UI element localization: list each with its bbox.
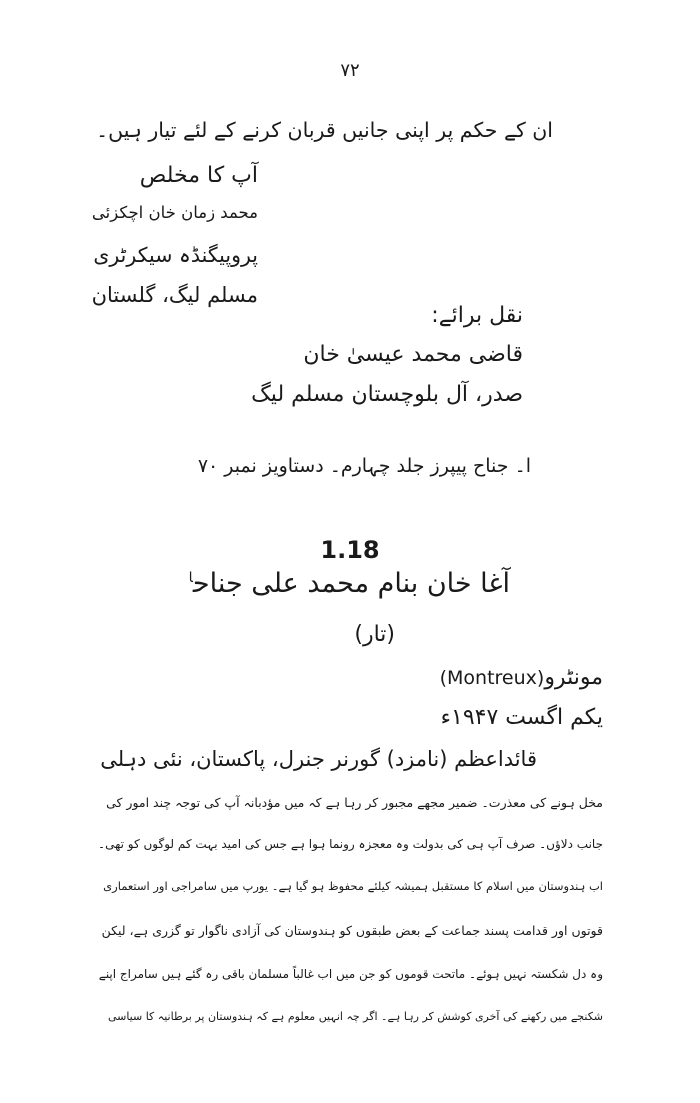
signature-position: پروپیگنڈہ سیکرٹری	[93, 243, 258, 267]
section-title-text: آغا خان بنام محمد علی جناح	[192, 568, 510, 599]
copy-to-name: قاضی محمد عیسیٰ خان	[303, 342, 523, 367]
place-name: مونٹرو	[544, 665, 603, 690]
page-number: ۷۲	[340, 60, 360, 81]
signature-name: محمد زمان خان اچکزئی	[91, 203, 258, 222]
body-line-6: شکنجے میں رکھنے کی آخری کوشش کر رہا ہے۔ اگر چہ انہیں معلوم ہے کہ ہندوستان پر برطانیہ کا سیاسی	[107, 1010, 603, 1023]
addressee-line: قائداعظم (نامزد) گورنر جنرل، پاکستان، نئی دہلی	[100, 747, 537, 771]
footnote: ا۔ جناح پیپرز جلد چہارم۔ دستاویز نمبر ۷۰	[197, 455, 531, 477]
copy-to-label: نقل برائے:	[431, 303, 523, 328]
section-title-footnote-mark: ا	[188, 570, 193, 586]
body-line-4: قوتوں اور قدامت پسند جماعت کے بعض طبقوں کو ہندوستان کی آزادی ناگوار تو گزری ہے، لیکن	[101, 923, 603, 938]
signature-organization: مسلم لیگ، گلستان	[91, 283, 258, 307]
closing-line: ان کے حکم پر اپنی جانیں قربان کرنے کے لئے تیار ہیں۔	[96, 118, 553, 142]
signature-closing: آپ کا مخلص	[139, 163, 258, 188]
place-line	[440, 665, 603, 691]
body-line-2: جانب دلاؤں۔ صرف آپ ہی کی بدولت وہ معجزہ رونما ہوا ہے جس کی امید بہت کم لوگوں کو تھی۔	[98, 837, 603, 851]
body-line-3: اب ہندوستان میں اسلام کا مستقبل ہمیشہ کیلئے محفوظ ہو گیا ہے۔ یورپ میں سامراجی اور استعماری	[103, 879, 603, 893]
section-subtitle: (تار)	[354, 622, 395, 647]
place-latin: (Montreux)	[439, 667, 545, 689]
section-title	[189, 568, 510, 600]
section-number: 1.18	[320, 536, 380, 564]
copy-to-position: صدر، آل بلوچستان مسلم لیگ	[251, 382, 523, 407]
body-line-1: مخل ہونے کی معذرت۔ ضمیر مجھے مجبور کر رہا ہے کہ میں مؤدبانہ آپ کی توجہ چند امور کی	[106, 795, 603, 810]
body-line-5: وہ دل شکستہ نہیں ہوئے۔ ماتحت قوموں کو جن میں اب غالباً مسلمان باقی رہ گئے ہیں سامراج اپنے	[98, 967, 603, 981]
date-line: یکم اگست ۱۹۴۷ء	[440, 705, 603, 730]
